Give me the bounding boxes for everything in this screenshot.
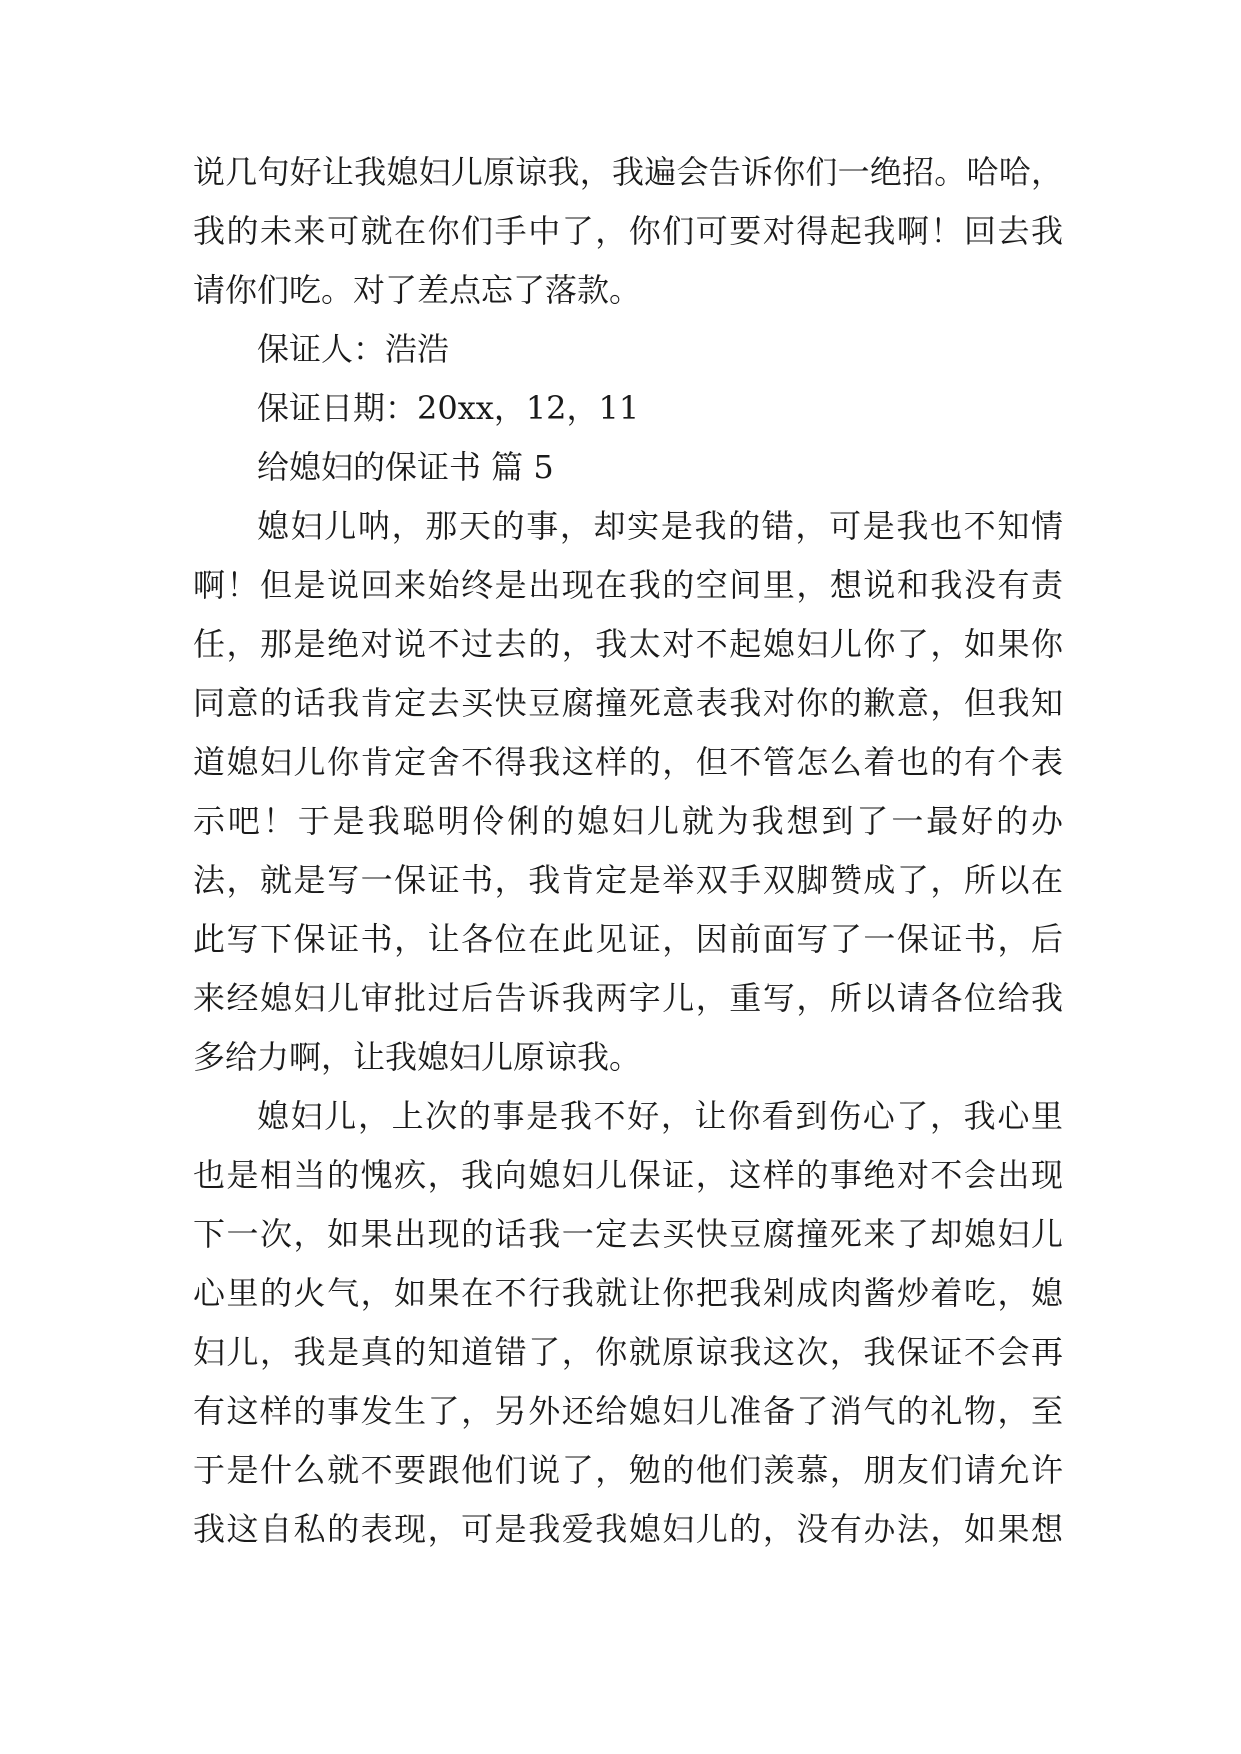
paragraph-first-line: 媳妇儿，上次的事是我不好，让你看到伤心了，我心里 [257, 1097, 1063, 1135]
body-text-line: 法，就是写一保证书，我肯定是举双手双脚赞成了，所以在 [193, 861, 1063, 899]
body-text-line: 此写下保证书，让各位在此见证，因前面写了一保证书，后 [193, 920, 1063, 958]
body-text-line: 多给力啊，让我媳妇儿原谅我。 [193, 1038, 642, 1076]
body-text-line: 请你们吃。对了差点忘了落款。 [193, 271, 642, 309]
body-text-line: 于是什么就不要跟他们说了，勉的他们羡慕，朋友们请允许 [193, 1451, 1063, 1489]
body-text-line: 心里的火气，如果在不行我就让你把我剁成肉酱炒着吃，媳 [193, 1274, 1063, 1312]
body-text-line: 任，那是绝对说不过去的，我太对不起媳妇儿你了，如果你 [193, 625, 1063, 663]
body-text-line: 啊！但是说回来始终是出现在我的空间里，想说和我没有责 [193, 566, 1063, 604]
body-text-line: 我这自私的表现，可是我爱我媳妇儿的，没有办法，如果想 [193, 1510, 1063, 1548]
body-text-line: 说几句好让我媳妇儿原谅我，我遍会告诉你们一绝招。哈哈， [193, 153, 1063, 191]
body-text-line: 妇儿，我是真的知道错了，你就原谅我这次，我保证不会再 [193, 1333, 1063, 1371]
body-text-line: 示吧！于是我聪明伶俐的媳妇儿就为我想到了一最好的办 [193, 802, 1063, 840]
body-text-line: 同意的话我肯定去买快豆腐撞死意表我对你的歉意，但我知 [193, 684, 1063, 722]
body-text-line: 有这样的事发生了，另外还给媳妇儿准备了消气的礼物，至 [193, 1392, 1063, 1430]
body-text-line: 也是相当的愧疚，我向媳妇儿保证，这样的事绝对不会出现 [193, 1156, 1063, 1194]
body-text-line: 我的未来可就在你们手中了，你们可要对得起我啊！回去我 [193, 212, 1063, 250]
date-line: 保证日期：20xx，12，11 [257, 389, 640, 427]
section-heading: 给媳妇的保证书 篇 5 [257, 448, 554, 486]
body-text-line: 来经媳妇儿审批过后告诉我两字儿，重写，所以请各位给我 [193, 979, 1063, 1017]
guarantor-line: 保证人：浩浩 [257, 330, 450, 368]
body-text-line: 道媳妇儿你肯定舍不得我这样的，但不管怎么着也的有个表 [193, 743, 1063, 781]
paragraph-first-line: 媳妇儿呐，那天的事，却实是我的错，可是我也不知情 [257, 507, 1063, 545]
body-text-line: 下一次，如果出现的话我一定去买快豆腐撞死来了却媳妇儿 [193, 1215, 1063, 1253]
